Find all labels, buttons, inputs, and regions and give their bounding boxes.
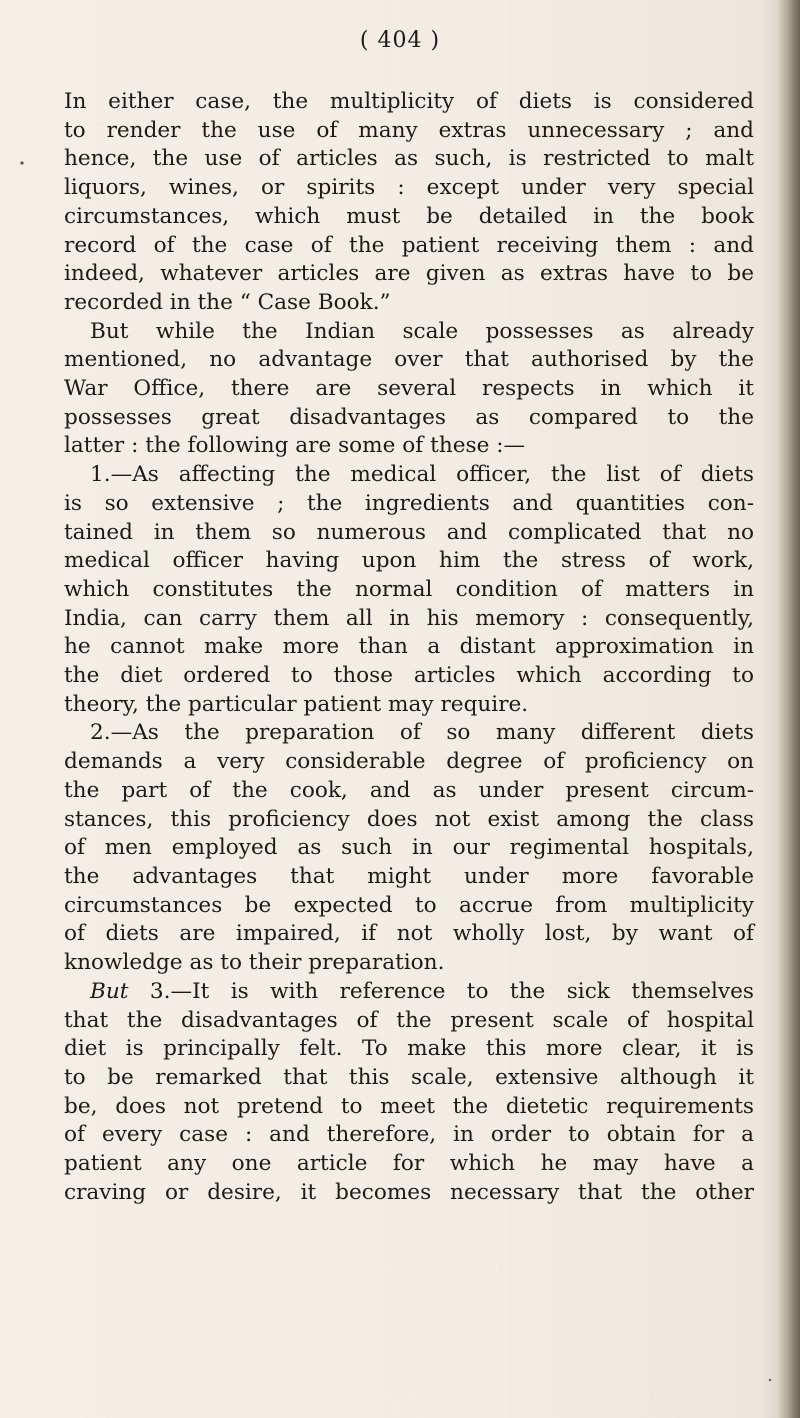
line-text: 3.—It is with reference to the sick themselves [128, 978, 754, 1004]
text-line: the advantages that might under more favorable [64, 863, 754, 889]
text-line: the diet ordered to those articles which according to [64, 663, 754, 689]
text-line: circumstances be expected to accrue from multiplicity [64, 892, 754, 918]
text-line: of diets are impaired, if not wholly lost, by want of [64, 921, 754, 947]
text-line: is so extensive ; the ingredients and quantities con- [64, 490, 754, 516]
text-line: craving or desire, it becomes necessary that the other [64, 1179, 754, 1205]
text-line: of men employed as such in our regimental hospitals, [64, 835, 754, 861]
text-line [64, 978, 754, 1007]
text-line: medical officer having upon him the stress of work, [64, 548, 754, 574]
text-line: latter : the following are some of these :— [64, 433, 526, 459]
text-line: be, does not pretend to meet the dietetic requirements [64, 1093, 754, 1119]
text-line: of every case : and therefore, in order to obtain for a [64, 1122, 754, 1148]
text-line: indeed, whatever articles are given as extras have to be [64, 261, 754, 287]
page-binding-edge [778, 0, 800, 1418]
text-line: he cannot make more than a distant approximation in [64, 634, 754, 660]
text-line: which constitutes the normal condition of matters in [64, 576, 754, 602]
text-line: to render the use of many extras unnecessary ; and [64, 117, 754, 143]
text-line: knowledge as to their preparation. [64, 950, 445, 976]
text-line: mentioned, no advantage over that authorised by the [64, 347, 754, 373]
text-line: patient any one article for which he may have a [64, 1151, 754, 1177]
speck [769, 1379, 771, 1381]
text-line: record of the case of the patient receiving them : and [64, 232, 754, 258]
page-number: ( 404 ) [359, 28, 441, 53]
text-line: liquors, wines, or spirits : except under very special [64, 175, 754, 201]
text-line: theory, the particular patient may require. [64, 691, 529, 717]
text-line: to be remarked that this scale, extensive although it [64, 1064, 754, 1090]
text-line: that the disadvantages of the present scale of hospital [64, 1007, 754, 1033]
text-line: War Office, there are several respects in which it [64, 376, 754, 402]
text-line: possesses great disadvantages as compared to the [64, 404, 754, 430]
italic-word: But [90, 978, 129, 1004]
text-line: the part of the cook, and as under present circum- [64, 777, 754, 803]
text-line: tained in them so numerous and complicated that no [64, 519, 754, 545]
text-line: diet is principally felt. To make this more clear, it is [64, 1036, 754, 1062]
body-text [64, 88, 754, 1207]
text-line: hence, the use of articles as such, is restricted to malt [64, 146, 754, 172]
text-line: 1.—As affecting the medical officer, the list of diets [90, 462, 754, 488]
text-line: But while the Indian scale possesses as already [90, 318, 754, 344]
text-line: 2.—As the preparation of so many different diets [90, 720, 754, 746]
speck [20, 161, 23, 164]
text-line: recorded in the “ Case Book.” [64, 289, 391, 315]
text-line: demands a very considerable degree of proficiency on [64, 749, 754, 775]
text-line: circumstances, which must be detailed in the book [64, 203, 754, 229]
text-line: stances, this proficiency does not exist among the class [64, 806, 754, 832]
text-line: India, can carry them all in his memory : consequently, [64, 605, 754, 631]
text-line: In either case, the multiplicity of diets is considered [64, 89, 754, 114]
